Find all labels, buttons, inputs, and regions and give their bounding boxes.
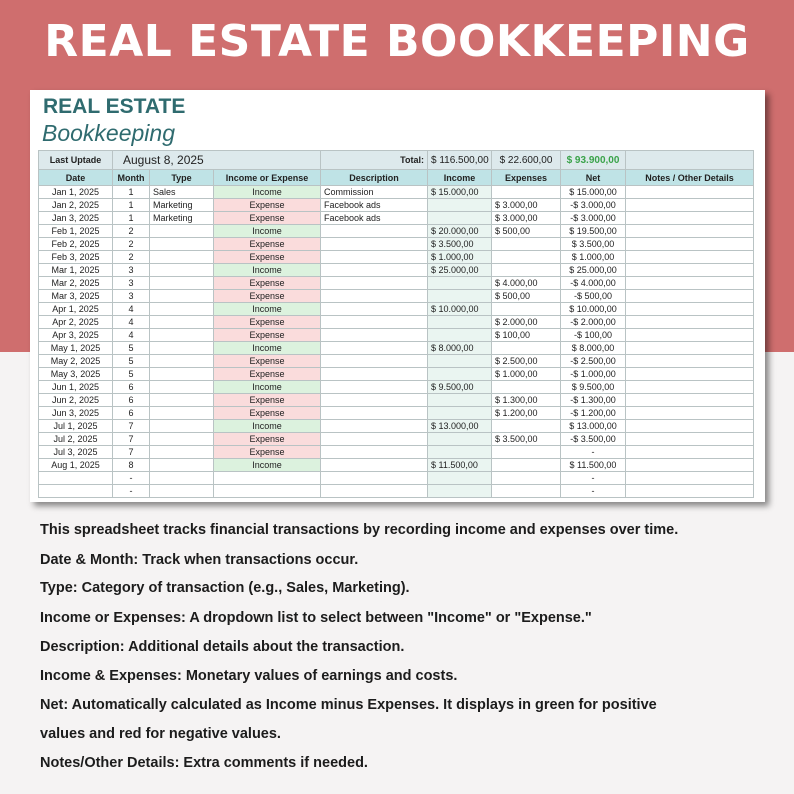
income-or-expense-dropdown[interactable]: Expense bbox=[214, 290, 321, 303]
income-cell[interactable] bbox=[428, 485, 492, 498]
description-line: Type: Category of transaction (e.g., Sales, Marketing). bbox=[40, 580, 410, 596]
income-or-expense-dropdown[interactable]: Expense bbox=[214, 407, 321, 420]
date-cell[interactable]: May 1, 2025 bbox=[39, 342, 113, 355]
date-cell[interactable] bbox=[39, 472, 113, 485]
type-cell[interactable] bbox=[150, 433, 214, 446]
notes-cell[interactable] bbox=[626, 433, 754, 446]
type-cell[interactable] bbox=[150, 355, 214, 368]
expense-cell[interactable] bbox=[492, 186, 561, 199]
column-header-description: Description bbox=[321, 170, 428, 186]
income-or-expense-dropdown[interactable]: Income bbox=[214, 420, 321, 433]
net-cell[interactable]: -$ 2.000,00 bbox=[561, 316, 626, 329]
sheet-brand-title: REAL ESTATE bbox=[43, 95, 186, 118]
income-or-expense-dropdown[interactable]: Expense bbox=[214, 251, 321, 264]
table-row bbox=[39, 251, 754, 264]
notes-cell[interactable] bbox=[626, 225, 754, 238]
date-cell[interactable]: Jul 1, 2025 bbox=[39, 420, 113, 433]
table-row bbox=[39, 433, 754, 446]
type-cell[interactable] bbox=[150, 472, 214, 485]
description-cell[interactable] bbox=[321, 329, 428, 342]
income-or-expense-dropdown[interactable]: Income bbox=[214, 264, 321, 277]
type-cell[interactable] bbox=[150, 277, 214, 290]
month-cell[interactable]: 4 bbox=[113, 316, 150, 329]
month-cell[interactable]: 1 bbox=[113, 186, 150, 199]
expense-cell[interactable] bbox=[492, 264, 561, 277]
notes-cell[interactable] bbox=[626, 329, 754, 342]
month-cell[interactable]: 6 bbox=[113, 394, 150, 407]
notes-cell[interactable] bbox=[626, 420, 754, 433]
table-row bbox=[39, 446, 754, 459]
column-header-type: Type bbox=[150, 170, 214, 186]
expense-cell[interactable] bbox=[492, 446, 561, 459]
date-cell[interactable]: Jan 2, 2025 bbox=[39, 199, 113, 212]
net-cell[interactable]: -$ 100,00 bbox=[561, 329, 626, 342]
income-cell[interactable] bbox=[428, 212, 492, 225]
table-row bbox=[39, 381, 754, 394]
table-row bbox=[39, 355, 754, 368]
column-header-expenses: Expenses bbox=[492, 170, 561, 186]
net-cell[interactable]: $ 15.000,00 bbox=[561, 186, 626, 199]
type-cell[interactable] bbox=[150, 485, 214, 498]
summary-row bbox=[39, 151, 754, 170]
income-cell[interactable] bbox=[428, 433, 492, 446]
month-cell[interactable]: 6 bbox=[113, 381, 150, 394]
month-cell[interactable]: 2 bbox=[113, 251, 150, 264]
notes-cell[interactable] bbox=[626, 472, 754, 485]
banner-title: REAL ESTATE BOOKKEEPING bbox=[44, 16, 750, 67]
income-or-expense-dropdown[interactable]: Income bbox=[214, 303, 321, 316]
table-row bbox=[39, 225, 754, 238]
month-cell[interactable]: 1 bbox=[113, 212, 150, 225]
income-cell[interactable] bbox=[428, 407, 492, 420]
date-cell[interactable]: Apr 3, 2025 bbox=[39, 329, 113, 342]
expense-cell[interactable] bbox=[492, 420, 561, 433]
description-cell[interactable] bbox=[321, 420, 428, 433]
net-cell[interactable]: $ 8.000,00 bbox=[561, 342, 626, 355]
type-cell[interactable] bbox=[150, 238, 214, 251]
expense-cell[interactable]: $ 3.000,00 bbox=[492, 212, 561, 225]
expense-cell[interactable] bbox=[492, 459, 561, 472]
table-row bbox=[39, 238, 754, 251]
date-cell[interactable]: Jun 3, 2025 bbox=[39, 407, 113, 420]
notes-cell[interactable] bbox=[626, 459, 754, 472]
income-cell[interactable]: $ 15.000,00 bbox=[428, 186, 492, 199]
description-cell[interactable] bbox=[321, 472, 428, 485]
income-cell[interactable]: $ 9.500,00 bbox=[428, 381, 492, 394]
expense-cell[interactable]: $ 1.300,00 bbox=[492, 394, 561, 407]
expense-cell[interactable]: $ 2.000,00 bbox=[492, 316, 561, 329]
expense-cell[interactable] bbox=[492, 303, 561, 316]
income-cell[interactable] bbox=[428, 199, 492, 212]
income-or-expense-dropdown[interactable]: Expense bbox=[214, 277, 321, 290]
income-or-expense-dropdown[interactable]: Expense bbox=[214, 368, 321, 381]
summary-empty-cell bbox=[626, 151, 754, 170]
net-cell[interactable]: $ 19.500,00 bbox=[561, 225, 626, 238]
expense-cell[interactable] bbox=[492, 472, 561, 485]
type-cell[interactable] bbox=[150, 329, 214, 342]
type-cell[interactable] bbox=[150, 251, 214, 264]
type-cell[interactable] bbox=[150, 446, 214, 459]
table-row bbox=[39, 186, 754, 199]
date-cell[interactable]: Mar 1, 2025 bbox=[39, 264, 113, 277]
transaction-rows bbox=[39, 186, 754, 498]
description-line: This spreadsheet tracks financial transactions by recording income and expenses over time. bbox=[40, 522, 679, 538]
month-cell[interactable]: - bbox=[113, 472, 150, 485]
income-cell[interactable]: $ 1.000,00 bbox=[428, 251, 492, 264]
income-cell[interactable] bbox=[428, 446, 492, 459]
type-cell[interactable] bbox=[150, 381, 214, 394]
month-cell[interactable]: 8 bbox=[113, 459, 150, 472]
description-cell[interactable] bbox=[321, 342, 428, 355]
description-cell[interactable] bbox=[321, 277, 428, 290]
month-cell[interactable]: 4 bbox=[113, 329, 150, 342]
total-label: Total: bbox=[321, 151, 428, 170]
expense-cell[interactable]: $ 1.200,00 bbox=[492, 407, 561, 420]
table-row bbox=[39, 394, 754, 407]
net-cell[interactable]: $ 11.500,00 bbox=[561, 459, 626, 472]
net-cell[interactable]: - bbox=[561, 446, 626, 459]
type-cell[interactable] bbox=[150, 394, 214, 407]
notes-cell[interactable] bbox=[626, 407, 754, 420]
notes-cell[interactable] bbox=[626, 199, 754, 212]
description-cell[interactable] bbox=[321, 251, 428, 264]
month-cell[interactable]: 7 bbox=[113, 433, 150, 446]
description-line: values and red for negative values. bbox=[40, 726, 281, 742]
date-cell[interactable]: Jan 1, 2025 bbox=[39, 186, 113, 199]
description-cell[interactable] bbox=[321, 459, 428, 472]
description-cell[interactable] bbox=[321, 446, 428, 459]
table-row bbox=[39, 459, 754, 472]
income-cell[interactable] bbox=[428, 394, 492, 407]
date-cell[interactable]: Jun 1, 2025 bbox=[39, 381, 113, 394]
month-cell[interactable]: 7 bbox=[113, 446, 150, 459]
description-cell[interactable] bbox=[321, 433, 428, 446]
income-cell[interactable] bbox=[428, 290, 492, 303]
column-header-month: Month bbox=[113, 170, 150, 186]
expense-cell[interactable]: $ 1.000,00 bbox=[492, 368, 561, 381]
expense-cell[interactable] bbox=[492, 251, 561, 264]
column-header-net: Net bbox=[561, 170, 626, 186]
bookkeeping-table bbox=[38, 150, 754, 498]
description-cell[interactable] bbox=[321, 485, 428, 498]
type-cell[interactable] bbox=[150, 316, 214, 329]
description-cell[interactable]: Commission bbox=[321, 186, 428, 199]
type-cell[interactable]: Marketing bbox=[150, 199, 214, 212]
date-cell[interactable]: Jul 2, 2025 bbox=[39, 433, 113, 446]
income-or-expense-dropdown[interactable]: Expense bbox=[214, 199, 321, 212]
net-cell[interactable]: -$ 4.000,00 bbox=[561, 277, 626, 290]
net-cell[interactable]: $ 25.000,00 bbox=[561, 264, 626, 277]
income-or-expense-dropdown[interactable]: Expense bbox=[214, 238, 321, 251]
table-row bbox=[39, 303, 754, 316]
expense-cell[interactable] bbox=[492, 342, 561, 355]
income-cell[interactable]: $ 10.000,00 bbox=[428, 303, 492, 316]
spreadsheet-preview bbox=[30, 90, 765, 502]
notes-cell[interactable] bbox=[626, 277, 754, 290]
income-or-expense-dropdown[interactable]: Income bbox=[214, 459, 321, 472]
total-net: $ 93.900,00 bbox=[561, 151, 626, 170]
month-cell[interactable]: 2 bbox=[113, 238, 150, 251]
month-cell[interactable]: 7 bbox=[113, 420, 150, 433]
notes-cell[interactable] bbox=[626, 446, 754, 459]
notes-cell[interactable] bbox=[626, 264, 754, 277]
month-cell[interactable]: 5 bbox=[113, 342, 150, 355]
table-row bbox=[39, 472, 754, 485]
type-cell[interactable]: Sales bbox=[150, 186, 214, 199]
notes-cell[interactable] bbox=[626, 485, 754, 498]
notes-cell[interactable] bbox=[626, 316, 754, 329]
net-cell[interactable]: $ 1.000,00 bbox=[561, 251, 626, 264]
date-cell[interactable]: Feb 1, 2025 bbox=[39, 225, 113, 238]
table-row bbox=[39, 290, 754, 303]
notes-cell[interactable] bbox=[626, 251, 754, 264]
description-cell[interactable] bbox=[321, 225, 428, 238]
net-cell[interactable]: $ 9.500,00 bbox=[561, 381, 626, 394]
income-cell[interactable] bbox=[428, 355, 492, 368]
expense-cell[interactable] bbox=[492, 238, 561, 251]
net-cell[interactable]: $ 3.500,00 bbox=[561, 238, 626, 251]
date-cell[interactable] bbox=[39, 485, 113, 498]
net-cell[interactable]: -$ 1.300,00 bbox=[561, 394, 626, 407]
month-cell[interactable]: 6 bbox=[113, 407, 150, 420]
date-cell[interactable]: Apr 1, 2025 bbox=[39, 303, 113, 316]
month-cell[interactable]: 2 bbox=[113, 225, 150, 238]
type-cell[interactable] bbox=[150, 303, 214, 316]
date-cell[interactable]: May 3, 2025 bbox=[39, 368, 113, 381]
description-line: Net: Automatically calculated as Income minus Expenses. It displays in green for positive bbox=[40, 697, 657, 713]
net-cell[interactable]: -$ 1.000,00 bbox=[561, 368, 626, 381]
description-cell[interactable] bbox=[321, 394, 428, 407]
date-cell[interactable]: Aug 1, 2025 bbox=[39, 459, 113, 472]
expense-cell[interactable]: $ 2.500,00 bbox=[492, 355, 561, 368]
income-or-expense-dropdown[interactable]: Expense bbox=[214, 316, 321, 329]
description-cell[interactable] bbox=[321, 316, 428, 329]
column-header-income-or-expense: Income or Expense bbox=[214, 170, 321, 186]
month-cell[interactable]: 5 bbox=[113, 355, 150, 368]
description-cell[interactable] bbox=[321, 368, 428, 381]
notes-cell[interactable] bbox=[626, 186, 754, 199]
description-line: Notes/Other Details: Extra comments if needed. bbox=[40, 755, 368, 771]
net-cell[interactable]: $ 10.000,00 bbox=[561, 303, 626, 316]
net-cell[interactable]: -$ 2.500,00 bbox=[561, 355, 626, 368]
net-cell[interactable]: - bbox=[561, 472, 626, 485]
income-or-expense-dropdown[interactable]: Income bbox=[214, 342, 321, 355]
income-cell[interactable] bbox=[428, 329, 492, 342]
net-cell[interactable]: -$ 3.000,00 bbox=[561, 199, 626, 212]
type-cell[interactable] bbox=[150, 225, 214, 238]
net-cell[interactable]: -$ 3.500,00 bbox=[561, 433, 626, 446]
income-or-expense-dropdown[interactable]: Expense bbox=[214, 212, 321, 225]
month-cell[interactable]: 1 bbox=[113, 199, 150, 212]
date-cell[interactable]: Jan 3, 2025 bbox=[39, 212, 113, 225]
table-row bbox=[39, 277, 754, 290]
total-expenses: $ 22.600,00 bbox=[492, 151, 561, 170]
total-income: $ 116.500,00 bbox=[428, 151, 492, 170]
income-cell[interactable] bbox=[428, 368, 492, 381]
type-cell[interactable] bbox=[150, 459, 214, 472]
column-header-row bbox=[39, 170, 754, 186]
month-cell[interactable]: 5 bbox=[113, 368, 150, 381]
table-row bbox=[39, 485, 754, 498]
last-update-label: Last Uptade bbox=[39, 151, 113, 170]
date-cell[interactable]: Feb 2, 2025 bbox=[39, 238, 113, 251]
month-cell[interactable]: - bbox=[113, 485, 150, 498]
income-cell[interactable]: $ 20.000,00 bbox=[428, 225, 492, 238]
type-cell[interactable] bbox=[150, 420, 214, 433]
date-cell[interactable]: Mar 3, 2025 bbox=[39, 290, 113, 303]
description-cell[interactable] bbox=[321, 407, 428, 420]
date-cell[interactable]: Apr 2, 2025 bbox=[39, 316, 113, 329]
income-or-expense-dropdown[interactable] bbox=[214, 472, 321, 485]
table-row bbox=[39, 329, 754, 342]
description-cell[interactable] bbox=[321, 355, 428, 368]
type-cell[interactable] bbox=[150, 264, 214, 277]
income-or-expense-dropdown[interactable]: Income bbox=[214, 225, 321, 238]
date-cell[interactable]: May 2, 2025 bbox=[39, 355, 113, 368]
table-row bbox=[39, 199, 754, 212]
income-or-expense-dropdown[interactable]: Expense bbox=[214, 446, 321, 459]
description-cell[interactable]: Facebook ads bbox=[321, 212, 428, 225]
expense-cell[interactable]: $ 4.000,00 bbox=[492, 277, 561, 290]
column-header-income: Income bbox=[428, 170, 492, 186]
expense-cell[interactable]: $ 3.500,00 bbox=[492, 433, 561, 446]
table-row bbox=[39, 264, 754, 277]
type-cell[interactable] bbox=[150, 407, 214, 420]
notes-cell[interactable] bbox=[626, 355, 754, 368]
income-cell[interactable] bbox=[428, 472, 492, 485]
description-cell[interactable] bbox=[321, 381, 428, 394]
expense-cell[interactable]: $ 3.000,00 bbox=[492, 199, 561, 212]
notes-cell[interactable] bbox=[626, 368, 754, 381]
income-or-expense-dropdown[interactable]: Expense bbox=[214, 394, 321, 407]
table-row bbox=[39, 316, 754, 329]
month-cell[interactable]: 3 bbox=[113, 264, 150, 277]
net-cell[interactable]: -$ 3.000,00 bbox=[561, 212, 626, 225]
column-header-notes: Notes / Other Details bbox=[626, 170, 754, 186]
expense-cell[interactable]: $ 100,00 bbox=[492, 329, 561, 342]
expense-cell[interactable]: $ 500,00 bbox=[492, 225, 561, 238]
net-cell[interactable]: - bbox=[561, 485, 626, 498]
income-or-expense-dropdown[interactable]: Expense bbox=[214, 329, 321, 342]
description-cell[interactable] bbox=[321, 264, 428, 277]
income-cell[interactable]: $ 25.000,00 bbox=[428, 264, 492, 277]
income-or-expense-dropdown[interactable]: Income bbox=[214, 381, 321, 394]
description-line: Income or Expenses: A dropdown list to select between "Income" or "Expense." bbox=[40, 610, 592, 626]
income-cell[interactable]: $ 8.000,00 bbox=[428, 342, 492, 355]
description-cell[interactable] bbox=[321, 303, 428, 316]
description-cell[interactable]: Facebook ads bbox=[321, 199, 428, 212]
net-cell[interactable]: $ 13.000,00 bbox=[561, 420, 626, 433]
description-line: Description: Additional details about the transaction. bbox=[40, 639, 405, 655]
income-cell[interactable] bbox=[428, 316, 492, 329]
description-line: Income & Expenses: Monetary values of earnings and costs. bbox=[40, 668, 458, 684]
type-cell[interactable] bbox=[150, 342, 214, 355]
income-or-expense-dropdown[interactable]: Expense bbox=[214, 355, 321, 368]
date-cell[interactable]: Jun 2, 2025 bbox=[39, 394, 113, 407]
income-cell[interactable]: $ 13.000,00 bbox=[428, 420, 492, 433]
income-or-expense-dropdown[interactable] bbox=[214, 485, 321, 498]
income-or-expense-dropdown[interactable]: Expense bbox=[214, 433, 321, 446]
income-or-expense-dropdown[interactable]: Income bbox=[214, 186, 321, 199]
type-cell[interactable] bbox=[150, 368, 214, 381]
month-cell[interactable]: 4 bbox=[113, 303, 150, 316]
notes-cell[interactable] bbox=[626, 394, 754, 407]
notes-cell[interactable] bbox=[626, 303, 754, 316]
description-cell[interactable] bbox=[321, 238, 428, 251]
description-line: Date & Month: Track when transactions occur. bbox=[40, 552, 359, 568]
notes-cell[interactable] bbox=[626, 290, 754, 303]
expense-cell[interactable] bbox=[492, 485, 561, 498]
expense-cell[interactable]: $ 500,00 bbox=[492, 290, 561, 303]
type-cell[interactable]: Marketing bbox=[150, 212, 214, 225]
notes-cell[interactable] bbox=[626, 381, 754, 394]
table-row bbox=[39, 368, 754, 381]
date-cell[interactable]: Feb 3, 2025 bbox=[39, 251, 113, 264]
month-cell[interactable]: 3 bbox=[113, 277, 150, 290]
table-row bbox=[39, 420, 754, 433]
date-cell[interactable]: Jul 3, 2025 bbox=[39, 446, 113, 459]
last-update-value[interactable]: August 8, 2025 bbox=[113, 151, 321, 170]
table-row bbox=[39, 212, 754, 225]
income-cell[interactable] bbox=[428, 277, 492, 290]
sheet-brand-subtitle: Bookkeeping bbox=[42, 120, 175, 146]
net-cell[interactable]: -$ 1.200,00 bbox=[561, 407, 626, 420]
description-cell[interactable] bbox=[321, 290, 428, 303]
notes-cell[interactable] bbox=[626, 342, 754, 355]
notes-cell[interactable] bbox=[626, 238, 754, 251]
income-cell[interactable]: $ 11.500,00 bbox=[428, 459, 492, 472]
type-cell[interactable] bbox=[150, 290, 214, 303]
table-row bbox=[39, 342, 754, 355]
date-cell[interactable]: Mar 2, 2025 bbox=[39, 277, 113, 290]
net-cell[interactable]: -$ 500,00 bbox=[561, 290, 626, 303]
table-row bbox=[39, 407, 754, 420]
notes-cell[interactable] bbox=[626, 212, 754, 225]
column-header-date: Date bbox=[39, 170, 113, 186]
income-cell[interactable]: $ 3.500,00 bbox=[428, 238, 492, 251]
expense-cell[interactable] bbox=[492, 381, 561, 394]
month-cell[interactable]: 3 bbox=[113, 290, 150, 303]
